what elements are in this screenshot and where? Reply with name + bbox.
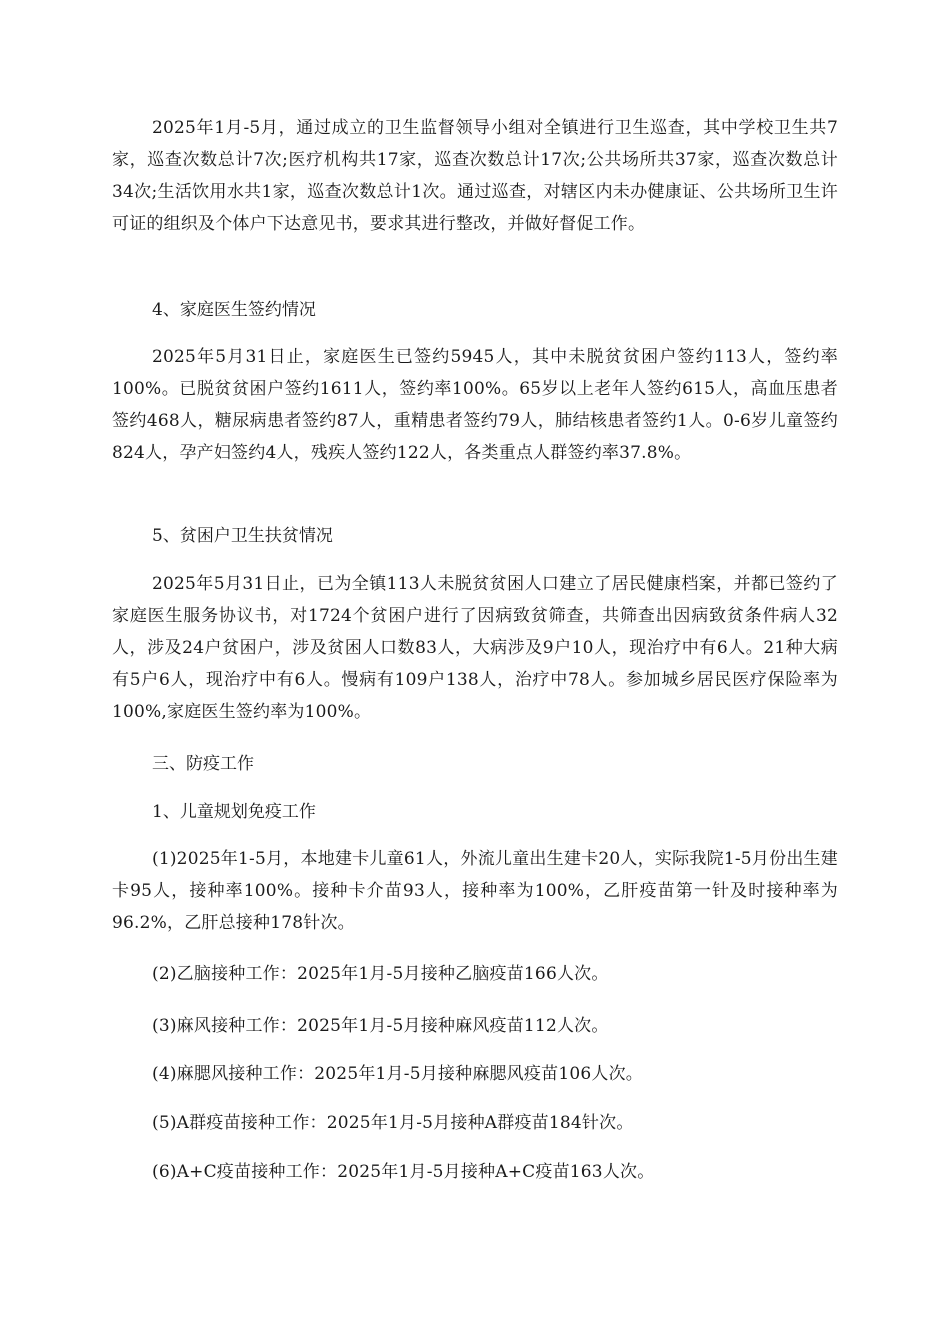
paragraph-poverty-health: 2025年5月31日止，已为全镇113人未脱贫贫困人口建立了居民健康档案，并都已签约了家庭医生服务协议书，对1724个贫困户进行了因病致贫筛查，共筛查出因病致贫条件病人32人，涉及24户贫困户，涉及贫困人口数83人，大病涉及9户10人，现治疗中有6人。21种大病有5户6人，现治疗中有6人。慢病有109户138人，治疗中78人。参加城乡居民医疗保险率为100%,家庭医生签约率为100%。 bbox=[112, 574, 838, 722]
paragraph-immunization-3: (3)麻风接种工作：2025年1月-5月接种麻风疫苗112人次。 bbox=[152, 1016, 609, 1036]
heading-poverty-health: 5、贫困户卫生扶贫情况 bbox=[152, 526, 333, 546]
paragraph-immunization-2: (2)乙脑接种工作：2025年1月-5月接种乙脑疫苗166人次。 bbox=[152, 964, 609, 984]
heading-epidemic-prevention: 三、防疫工作 bbox=[152, 754, 254, 774]
paragraph-immunization-4: (4)麻腮风接种工作：2025年1月-5月接种麻腮风疫苗106人次。 bbox=[152, 1064, 643, 1084]
paragraph-family-doctor: 2025年5月31日止，家庭医生已签约5945人，其中未脱贫贫困户签约113人，签约率100%。已脱贫贫困户签约1611人，签约率100%。65岁以上老年人签约615人，高血压患者签约468人，糖尿病患者签约87人，重精患者签约79人，肺结核患者签约1人。0-6岁儿童签约824人，孕产妇签约4人，残疾人签约122人，各类重点人群签约率37.8%。 bbox=[112, 347, 838, 463]
paragraph-immunization-1: (1)2025年1-5月，本地建卡儿童61人，外流儿童出生建卡20人，实际我院1-5月份出生建卡95人，接种率100%。接种卡介苗93人，接种率为100%，乙肝疫苗第一针及时接种率为96.2%，乙肝总接种178针次。 bbox=[112, 849, 838, 933]
paragraph-immunization-6: (6)A+C疫苗接种工作：2025年1月-5月接种A+C疫苗163人次。 bbox=[152, 1162, 655, 1182]
heading-child-immunization: 1、儿童规划免疫工作 bbox=[152, 802, 316, 822]
paragraph-health-inspection: 2025年1月-5月，通过成立的卫生监督领导小组对全镇进行卫生巡查，其中学校卫生共7家，巡查次数总计7次;医疗机构共17家，巡查次数总计17次;公共场所共37家，巡查次数总计34次;生活饮用水共1家，巡查次数总计1次。通过巡查，对辖区内未办健康证、公共场所卫生许可证的组织及个体户下达意见书，要求其进行整改，并做好督促工作。 bbox=[112, 118, 838, 234]
heading-family-doctor: 4、家庭医生签约情况 bbox=[152, 300, 316, 320]
paragraph-immunization-5: (5)A群疫苗接种工作：2025年1月-5月接种A群疫苗184针次。 bbox=[152, 1113, 634, 1133]
